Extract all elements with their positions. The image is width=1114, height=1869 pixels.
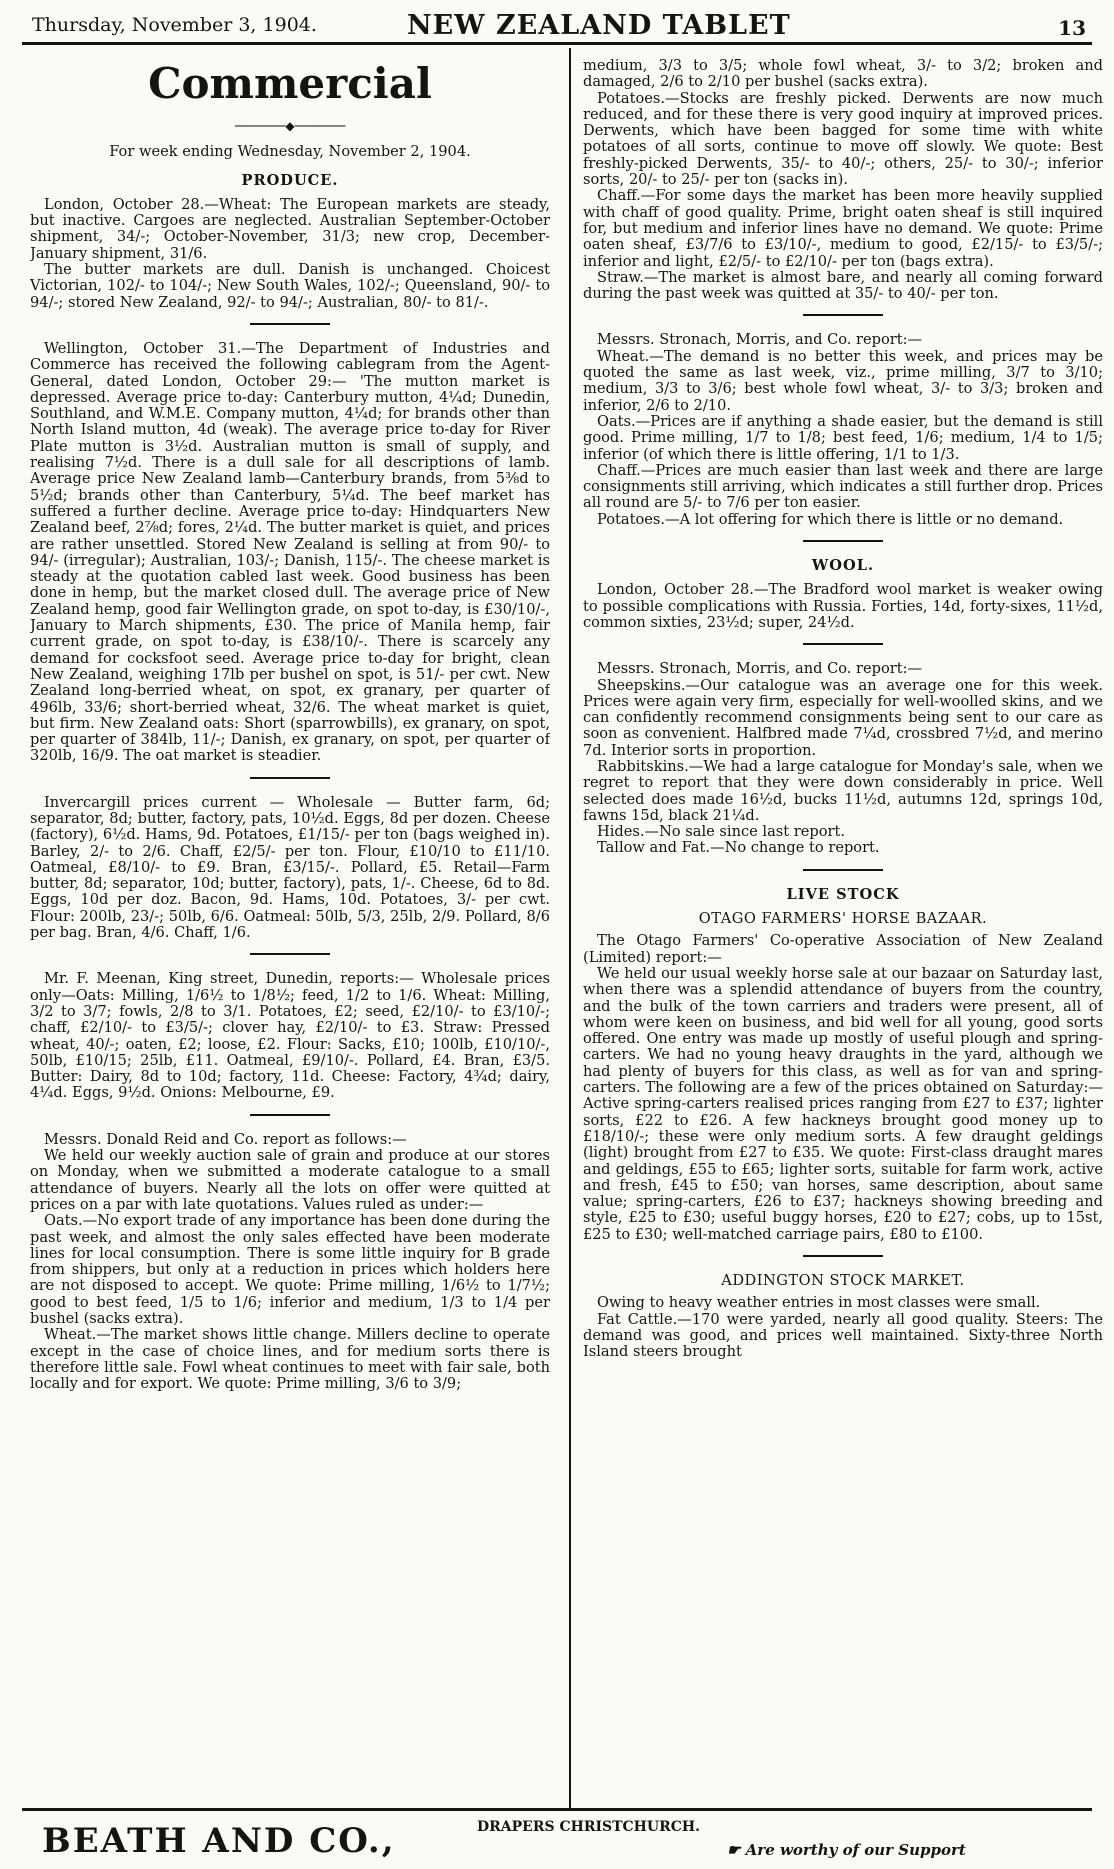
hides-para: Hides.—No sale since last report.	[597, 823, 846, 841]
london-butter-report: The butter markets are dull. Danish is unchanged. Choicest Victorian, 102/- to 104/-; New South Wales, 102/-; Queensland, 90/- to 94/-; stored New Zealand, 92/- to 94/-; Australian, 80/- to 81/-.	[30, 261, 550, 311]
stronach-chaff-para: Chaff.—Prices are much easier than last week and there are large consignments still arriving, which indicates a still further drop. Prices all round are 5/- to 7/6 per ton easier.	[583, 461, 1103, 512]
section-rule	[250, 953, 330, 955]
reid-wheat-continued: medium, 3/3 to 3/5; whole fowl wheat, 3/- to 3/2; broken and damaged, 2/6 to 2/10 per bushel (sacks extra).	[583, 58, 1103, 91]
wool-stronach-intro: Messrs. Stronach, Morris, and Co. report:—	[597, 660, 923, 678]
addington-heading: ADDINGTON STOCK MARKET.	[721, 1272, 965, 1289]
bazaar-report: We held our usual weekly horse sale at our bazaar on Saturday last, when there was a splendid attendance of buyers from the country, and the bulk of the town carriers and traders were present, all of whom were keen on business, and bid well for all young, good sorts offered. One entry was made up mostly of useful plough and spring-carters. We had no young heavy draughts in the yard, although we had plenty of buyers for this class, as well as for van and spring-carters. The following are a few of the prices obtained on Saturday:—Active spring-carters realised prices ranging from £27 to £37; lighter sorts, £22 to £26. A few hackneys brought good money up to £18/10/-; these were only medium sorts. A few draught geldings (light) brought from £27 to £35. We quote: First-class draught mares and geldings, £55 to £65; lighter sorts, suitable for farm work, active and fresh, £45 to £50; van horses, same description, about same value; spring-carters, £26 to £37; hackneys showing breeding and style, £25 to £30; useful buggy horses, £20 to £27; cobs, up to 15st, £25 to £30; well-matched carriage pairs, £80 to £100.	[583, 964, 1103, 1243]
wool-london-report: London, October 28.—The Bradford wool market is weaker owing to possible complications with Russia. Forties, 14d, forty-sixes, 11½d, common sixties, 23½d; super, 24½d.	[583, 581, 1103, 631]
reid-straw-para: Straw.—The market is almost bare, and nearly all coming forward during the past week was quitted at 35/- to 40/- per ton.	[583, 268, 1103, 303]
right-column	[583, 58, 1103, 1798]
stronach-potatoes-para: Potatoes.—A lot offering for which there is little or no demand.	[597, 510, 1064, 528]
left-column	[30, 58, 550, 1798]
section-rule	[803, 540, 883, 542]
section-rule	[250, 777, 330, 779]
column-divider	[569, 48, 571, 1808]
week-ending: For week ending Wednesday, November 2, 1904.	[109, 143, 471, 161]
produce-heading: PRODUCE.	[241, 171, 339, 189]
reid-chaff-para: Chaff.—For some days the market has been more heavily supplied with chaff of good quality. Prime, bright oaten sheaf is still inquired for, but medium and inferior lines have no demand. We quote: Prime oaten sheaf, £3/7/6 to £3/10/-, medium to good, £2/15/- to £3/5/-; inferior and light, £2/5/- to £2/10/- per ton (bags extra).	[583, 187, 1103, 270]
sheepskins-para: Sheepskins.—Our catalogue was an average one for this week. Prices were again very firm, especially for well-woolled skins, and we can confidently recommend consignments being sent to our care as soon as convenient. Halfbred made 7¼d, crossbred 7½d, and merino 7d. Interior sorts in proportion.	[583, 676, 1103, 759]
meenan-report: Mr. F. Meenan, King street, Dunedin, reports:— Wholesale prices only—Oats: Milling, 1/6½ to 1/8½; feed, 1/2 to 1/6. Wheat: Milling, 3/2 to 3/7; fowls, 2/8 to 3/1. Potatoes, £2; seed, £2/10/- to £3/10/-; chaff, £2/10/- to £3/5/-; clover hay, £2/10/- to £3. Straw: Pressed wheat, 40/-; oaten, £2; loose, £2. Flour: Sacks, £10; 100lb, £10/10/-, 50lb, £10/15; 25lb, £11. Oatmeal, £9/10/-. Pollard, £4. Bran, £3/5. Butter: Dairy, 8d to 10d; factory, 11d. Cheese: Factory, 4¾d; dairy, 4¼d. Eggs, 9½d. Onions: Melbourne, £9.	[30, 970, 550, 1102]
advertiser-name: BEATH AND CO.,	[42, 1821, 396, 1861]
stronach-wheat-para: Wheat.—The demand is no better this week, and prices may be quoted the same as last week, viz., prime milling, 3/7 to 3/10; medium, 3/3 to 3/6; best whole fowl wheat, 3/- to 3/3; broken and inferior, 2/6 to 2/10.	[583, 347, 1103, 414]
stronach-oats-para: Oats.—Prices are if anything a shade easier, but the demand is still good. Prime milling, 1/7 to 1/8; best feed, 1/6; medium, 1/4 to 1/5; inferior (of which there is little offering, 1/1 to 1/3.	[583, 412, 1103, 463]
reid-potatoes-para: Potatoes.—Stocks are freshly picked. Derwents are now much reduced, and for these there is very good inquiry at improved prices. Derwents, which have been bagged for some time with white potatoes of all sorts, continue to move off slowly. We quote: Best freshly-picked Derwents, 35/- to 40/-; others, 25/- to 30/-; inferior sorts, 20/- to 25/- per ton (sacks in).	[583, 89, 1103, 189]
section-rule	[803, 314, 883, 316]
masthead: NEW ZEALAND TABLET	[407, 10, 791, 41]
page-number: 13	[1058, 16, 1086, 40]
bazaar-intro: The Otago Farmers' Co-operative Association of New Zealand (Limited) report:—	[583, 932, 1103, 966]
title-ornament: ───────◆───────	[234, 119, 346, 133]
reid-oats-para: Oats.—No export trade of any importance has been done during the past week, and almost the only sales effected have been moderate lines for local consumption. There is some little inquiry for B grade from shippers, but only at a reduction in prices which holders here are not disposed to accept. We quote: Prime milling, 1/6½ to 1/7½; good to best feed, 1/5 to 1/6; inferior and medium, 1/3 to 1/4 per bushel (sacks extra).	[30, 1212, 550, 1327]
page-title: Commercial	[148, 59, 432, 108]
rabbitskins-para: Rabbitskins.—We had a large catalogue for Monday's sale, when we regret to report that they were down considerably in price. Well selected does made 16½d, bucks 11½d, autumns 12d, springs 10d, fawns 15d, black 21¼d.	[583, 757, 1103, 824]
section-rule	[803, 869, 883, 871]
wool-heading: WOOL.	[811, 557, 875, 575]
reid-report-intro: Messrs. Donald Reid and Co. report as follows:—	[44, 1130, 407, 1148]
livestock-heading: LIVE STOCK	[786, 885, 900, 903]
tallow-para: Tallow and Fat.—No change to report.	[597, 839, 880, 857]
section-rule	[803, 1255, 883, 1257]
invercargill-report: Invercargill prices current — Wholesale — Butter farm, 6d; separator, 8d; butter, factory, pats, 10½d. Eggs, 8d per dozen. Cheese (factory), 6½d. Hams, 9d. Potatoes, £1/15/- per ton (bags weighed in). Barley, 2/- to 2/6. Chaff, £2/5/- per ton. Flour, £10/10 to £11/10. Oatmeal, £8/10/- to £9. Bran, £3/15/-. Pollard, £5. Retail—Farm butter, 8d; separator, 10d; butter, factory), pats, 1/-. Cheese, 6d to 8d. Eggs, 10d per doz. Bacon, 9d. Hams, 10d. Potatoes, 3/- per cwt. Flour: 200lb, 23/-; 50lb, 6/6. Oatmeal: 50lb, 5/3, 25lb, 2/9. Pollard, 8/6 per bag. Bran, 4/6. Chaff, 1/6.	[30, 793, 550, 942]
addington-weather-para: Owing to heavy weather entries in most classes were small.	[597, 1294, 1041, 1312]
issue-date: Thursday, November 3, 1904.	[32, 14, 317, 36]
wellington-report: Wellington, October 31.—The Department of Industries and Commerce has received the following cablegram from the Agent-General, dated London, October 29:— 'The mutton market is depressed. Average price to-day: Canterbury mutton, 4¼d; Dunedin, Southland, and W.M.E. Company mutton, 4¼d; for brands other than North Island mutton, 4d (weak). The average price to-day for River Plate mutton is 3½d. Australian mutton is small of supply, and realising 7½d. There is a dull sale for all descriptions of lamb. Average price New Zealand lamb—Canterbury brands, from 5⅜d to 5½d; brands other than Canterbury, 5¼d. The beef market has suffered a further decline. Average price to-day: Hindquarters New Zealand beef, 2⅞d; fores, 2¼d. The butter market is quiet, and prices are rather unsettled. Stored New Zealand is selling at from 90/- to 94/- (irregular); Australian, 103/-; Danish, 115/-. The cheese market is steady at the quotation cabled last week. Good business has been done in hemp, but the market closed dull. The average price of New Zealand hemp, good fair Wellington grade, on spot to-day, is £30/10/-, January to March shipments, £30. The price of Manila hemp, fair current grade, on spot to-day, is £38/10/-. There is scarcely any demand for cocksfoot seed. Average price to-day for bright, clean New Zealand, weighing 17lb per bushel on spot, is 51/- per cwt. New Zealand long-berried wheat, on spot, ex granary, per quarter of 496lb, 33/6; short-berried wheat, 32/6. The wheat market is quiet, but firm. New Zealand oats: Short (sparrowbills), ex granary, on spot, per quarter of 384lb, 11/-; Danish, ex granary, on spot, per quarter of 320lb, 16/9. The oat market is steadier.	[30, 339, 550, 765]
addington-cattle-para: Fat Cattle.—170 were yarded, nearly all good quality. Steers: The demand was good, and prices well maintained. Sixty-three North Island steers brought	[583, 1310, 1103, 1361]
reid-auction-para: We held our weekly auction sale of grain and produce at our stores on Monday, when we submitted a moderate catalogue to a small attendance of buyers. Nearly all the lots on offer were quitted at prices on a par with late quotations. Values ruled as under:—	[30, 1147, 550, 1213]
section-rule	[250, 323, 330, 325]
advertiser-slogan: ☛ Are worthy of our Support	[727, 1841, 966, 1859]
page-header	[22, 8, 1092, 45]
london-wheat-report: London, October 28.—Wheat: The European markets are steady, but inactive. Cargoes are neglected. Australian September-October shipment, 34/-; October-November, 31/3; new crop, December-January shipment, 31/6.	[30, 195, 550, 262]
advertisement-footer	[22, 1808, 1092, 1867]
section-rule	[250, 1114, 330, 1116]
reid-wheat-para: Wheat.—The market shows little change. Millers decline to operate except in the case of choice lines, and for medium sorts there is therefore little sale. Fowl wheat continues to meet with fair sale, both locally and for export. We quote: Prime milling, 3/6 to 3/9;	[30, 1326, 550, 1393]
section-rule	[803, 643, 883, 645]
bazaar-heading: OTAGO FARMERS' HORSE BAZAAR.	[698, 910, 988, 928]
advertiser-trade: DRAPERS CHRISTCHURCH.	[477, 1819, 700, 1835]
stronach-report-intro: Messrs. Stronach, Morris, and Co. report:—	[597, 331, 923, 349]
